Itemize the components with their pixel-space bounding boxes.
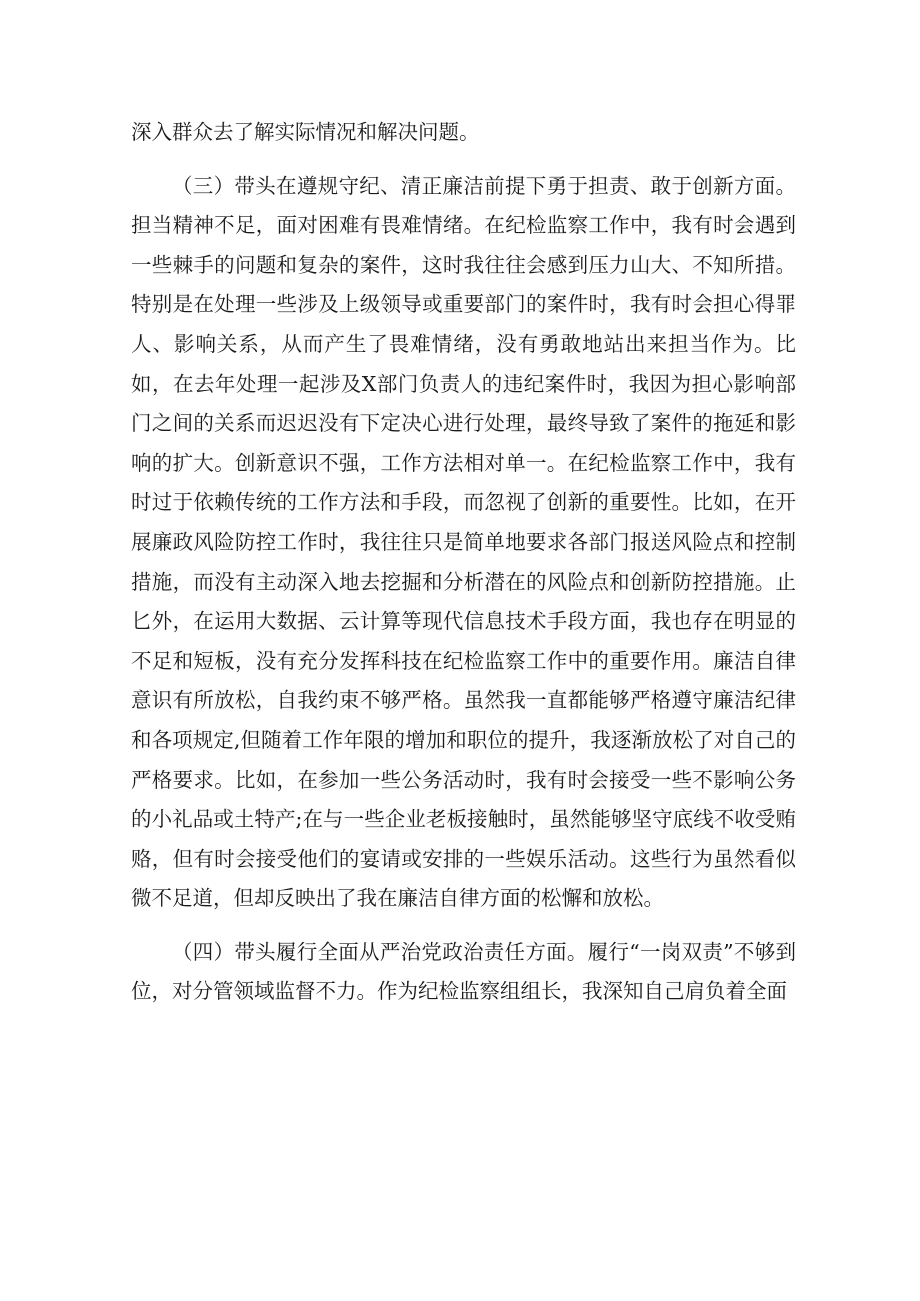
document-body xyxy=(131,113,796,1012)
paragraph-section-3: （三）带头在遵规守纪、清正廉洁前提下勇于担责、敢于创新方面。担当精神不足，面对困难有畏难情绪。在纪检监察工作中，我有时会遇到一些棘手的问题和复杂的案件，这时我往往会感到压力山大、不知所措。特别是在处理一些涉及上级领导或重要部门的案件时，我有时会担心得罪人、影响关系，从而产生了畏难情绪，没有勇敢地站出来担当作为。比如，在去年处理一起涉及X部门负责人的违纪案件时，我因为担心影响部门之间的关系而迟迟没有下定决心进行处理，最终导致了案件的拖延和影响的扩大。创新意识不强，工作方法相对单一。在纪检监察工作中，我有时过于依赖传统的工作方法和手段，而忽视了创新的重要性。比如，在开展廉政风险防控工作时，我往往只是简单地要求各部门报送风险点和控制措施，而没有主动深入地去挖掘和分析潜在的风险点和创新防控措施。止匕外，在运用大数据、云计算等现代信息技术手段方面，我也存在明显的不足和短板，没有充分发挥科技在纪检监察工作中的重要作用。廉洁自律意识有所放松，自我约束不够严格。虽然我一直都能够严格遵守廉洁纪律和各项规定,但随着工作年限的增加和职位的提升，我逐渐放松了对自己的严格要求。比如，在参加一些公务活动时，我有时会接受一些不影响公务的小礼品或土特产;在与一些企业老板接触时，虽然能够坚守底线不收受贿赂，但有时会接受他们的宴请或安排的一些娱乐活动。这些行为虽然看似微不足道，但却反映出了我在廉洁自律方面的松懈和放松。 xyxy=(131,173,796,911)
paragraph-continuation: 深入群众去了解实际情况和解决问题。 xyxy=(131,120,480,144)
paragraph-section-4: （四）带头履行全面从严治党政治责任方面。履行“一岗双责”不够到位，对分管领域监督不力。作为纪检监察组组长，我深知自己肩负着全面 xyxy=(131,939,796,1004)
